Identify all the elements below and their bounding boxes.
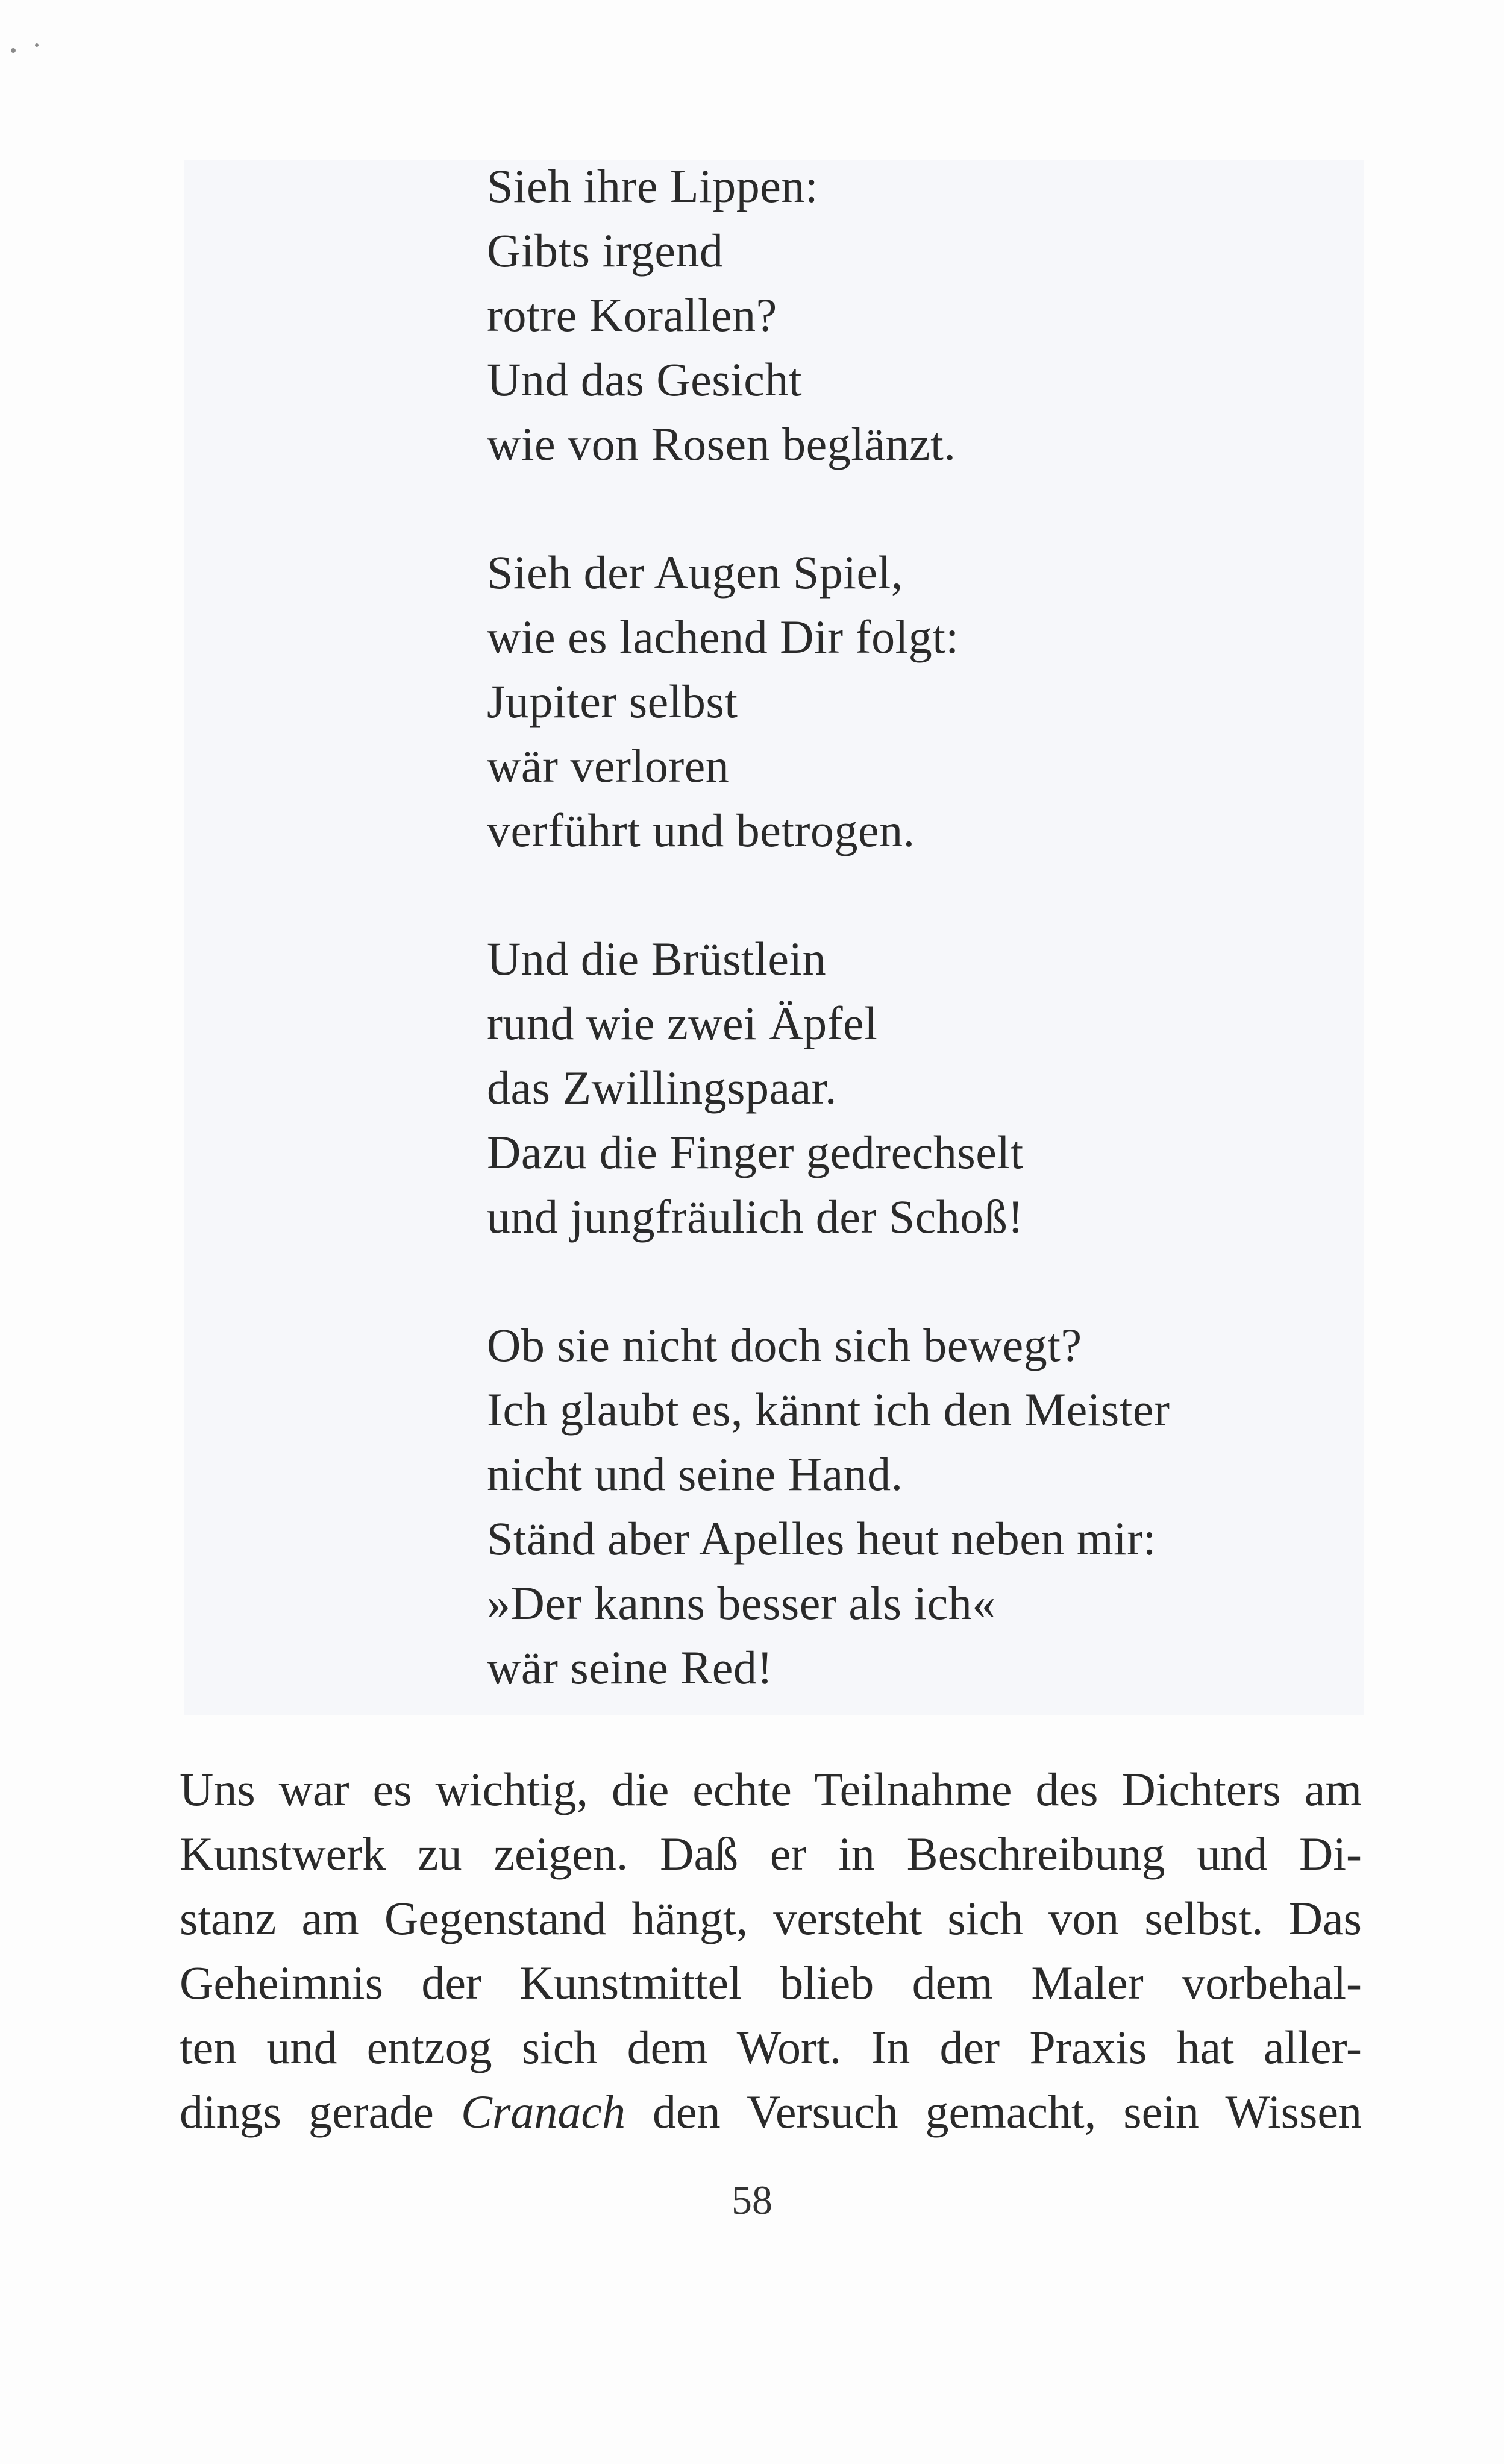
- paragraph-text: den Versuch gemacht, sein Wissen: [625, 2085, 1362, 2138]
- poem-line: Dazu die Finger gedrechselt: [487, 1126, 1024, 1178]
- paragraph-line: Uns war es wichtig, die echte Teilnahme des Dichters am: [180, 1763, 1362, 1815]
- paragraph-line: stanz am Gegenstand hängt, versteht sich von selbst. Das: [180, 1892, 1362, 1944]
- poem-line: wär verloren: [487, 740, 730, 792]
- poem: [487, 154, 1355, 1700]
- poem-line: Ständ aber Apelles heut neben mir:: [487, 1512, 1156, 1565]
- poem-line: Jupiter selbst: [487, 675, 738, 728]
- paper-speck: [11, 48, 16, 53]
- poem-stanza: [487, 926, 1355, 1249]
- poem-line: Sieh der Augen Spiel,: [487, 546, 903, 599]
- artist-name-italic: Cranach: [460, 2085, 625, 2138]
- paragraph-line: Geheimnis der Kunstmittel blieb dem Maler vorbehal-: [180, 1956, 1362, 2009]
- poem-line: wie es lachend Dir folgt:: [487, 611, 959, 663]
- poem-stanza: [487, 540, 1355, 863]
- poem-line: Ob sie nicht doch sich bewegt?: [487, 1319, 1082, 1371]
- poem-line: wie von Rosen beglänzt.: [487, 418, 956, 470]
- paper-speck: [35, 43, 39, 47]
- poem-line: wär seine Red!: [487, 1641, 773, 1694]
- poem-line: verführt und betrogen.: [487, 804, 915, 856]
- poem-stanza: [487, 154, 1355, 476]
- poem-line: Sieh ihre Lippen:: [487, 160, 819, 212]
- paragraph-line-last: [180, 2079, 1362, 2144]
- paragraph-line: Kunstwerk zu zeigen. Daß er in Beschreibung und Di-: [180, 1828, 1362, 1880]
- poem-line: Ich glaubt es, kännt ich den Meister: [487, 1383, 1170, 1436]
- poem-line: das Zwillingspaar.: [487, 1061, 837, 1114]
- poem-line: Und die Brüstlein: [487, 932, 827, 985]
- body-paragraph: [180, 1757, 1362, 2144]
- poem-line: »Der kanns besser als ich«: [487, 1577, 996, 1629]
- poem-line: und jungfräulich der Schoß!: [487, 1190, 1024, 1243]
- paragraph-text: dings gerade: [180, 2085, 461, 2138]
- poem-line: Gibts irgend: [487, 224, 724, 277]
- poem-line: rotre Korallen?: [487, 289, 777, 341]
- poem-line: rund wie zwei Äpfel: [487, 997, 878, 1049]
- poem-line: nicht und seine Hand.: [487, 1448, 903, 1500]
- poem-line: Und das Gesicht: [487, 353, 803, 406]
- poem-stanza: [487, 1313, 1355, 1700]
- paragraph-line: ten und entzog sich dem Wort. In der Praxis hat aller-: [180, 2021, 1362, 2073]
- page-number: 58: [732, 2177, 772, 2223]
